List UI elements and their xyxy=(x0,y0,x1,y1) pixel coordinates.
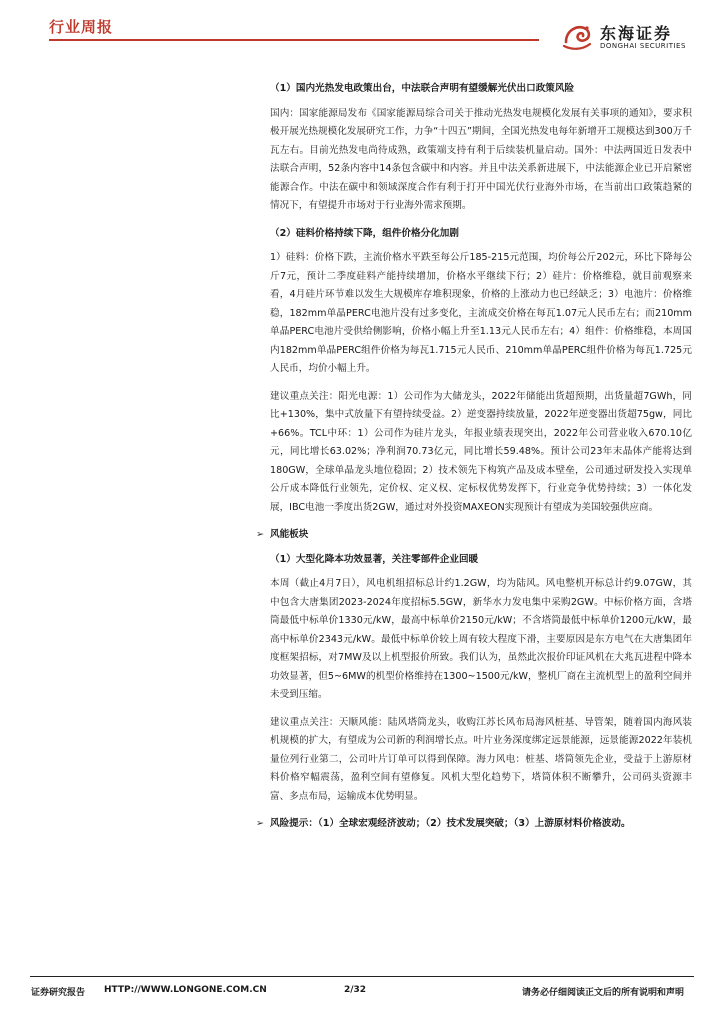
silicon-price-paragraph: 1）硅料：价格下跌，主流价格水平跌至每公斤185-215元范围，均价每公斤202元，环比下降每公斤7元，预计二季度硅料产能持续增加，价格水平继续下行；2）硅片：价格维稳，就目前观察来看，4月硅片环节难以发生大规模库存堆积现象，价格的上涨动力也已经缺乏；3）电池片：价格维稳，182mm单晶PERC电池片没有过多变化，主流成交价格在每瓦1.07元人民币左右；而210mm单晶PERC电池片受供给侧影响，价格小幅上升至1.13元人民币左右；4）组件：价格维稳，本周国内182mm单晶PERC组件价格为每瓦1.715元人民币、210mm单晶PERC组件价格为每瓦1.725元人民币，均价小幅上升。 xyxy=(270,252,692,374)
report-type-label: 行业周报 xyxy=(49,18,114,36)
report-body xyxy=(256,80,692,834)
header-divider xyxy=(49,39,539,41)
bullet-arrow-icon: ➢ xyxy=(256,529,265,540)
solar-policy-subheading: （1）国内光热发电政策出台，中法联合声明有望缓解光伏出口政策风险 xyxy=(270,83,575,94)
wind-cost-subheading: （1）大型化降本功效显著，关注零部件企业回暖 xyxy=(270,553,479,565)
logo-chinese-name: 东海证券 xyxy=(600,24,673,43)
silicon-price-subheading: （2）硅料价格持续下降，组件价格分化加剧 xyxy=(270,227,459,239)
dragon-logo-icon xyxy=(560,20,594,54)
wind-tender-paragraph: 本周（截止4月7日），风电机组招标总计约1.2GW，均为陆风。风电整机开标总计约9.07GW，其中包含大唐集团2023-2024年度招标5.5GW，新华水力发电集中采购2GW。中标价格方面，含塔筒最低中标单价1330元/kW，最高中标单价2150元/kW；不含塔筒最低中标单价1200元/kW，最高中标单价2343元/kW。最低中标单价较上周有较大程度下滑，主要原因是东方电气在大唐集团年度框架招标，对7MW及以上机型报价所致。我们认为，虽然此次报价印证风机在大兆瓦进程中降本功效显著，但5~6MW的机型价格维持在1300~1500元/kW，整机厂商在主流机型上的盈利空间并未受到压缩。 xyxy=(270,578,692,700)
bullet-arrow-icon: ➢ xyxy=(256,818,265,829)
footer-website-link[interactable]: HTTP://WWW.LONGONE.COM.CN xyxy=(104,985,267,995)
footer-divider xyxy=(30,976,694,977)
solar-policy-paragraph: 国内：国家能源局发布《国家能源局综合司关于推动光热发电规模化发展有关事项的通知》，要求积极开展光热规模化发展研究工作，力争“十四五”期间，全国光热发电每年新增开工规模达到300万千瓦左右。目前光热发电尚待成熟，政策端支持有利于后续装机量启动。国外：中法两国近日发表中法联合声明，52条内容中14条包含碳中和内容。并且中法关系新进展下，中法能源企业已开启紧密能源合作。中法在碳中和领域深度合作有利于打开中国光伏行业海外市场，在当前出口政策趋紧的情况下，有望提升市场对于行业海外需求预期。 xyxy=(270,107,692,211)
logo-english-name: DONGHAI SECURITIES xyxy=(600,42,686,50)
solar-recommendation-paragraph: 建议重点关注：阳光电源：1）公司作为大储龙头，2022年储能出货超预期，出货量超7GWh，同比+130%，集中式放量下有望持续受益。2）逆变器持续放量，2022年逆变器出货超75gw，同比+66%。TCL中环：1）公司作为硅片龙头，年报业绩表现突出，2022年公司营业收入670.10亿元，同比增长63.02%；净利润70.73亿元，同比增长59.48%。预计公司23年末晶体产能将达到180GW，全球单晶龙头地位稳固；2）技术领先下构筑产品及成本壁垒，公司通过研发投入实现单公斤成本降低行业领先，定价权、定义权、定标权优势发挥下，行业竞争优势持续；3）一体化发展，IBC电池一季度出货2GW，通过对外投资MAXEON实现预计有望成为美国较强供应商。 xyxy=(270,390,692,513)
wind-section-heading xyxy=(256,526,692,545)
wind-section-label: 风能板块 xyxy=(270,529,309,540)
risk-warning-text: 风险提示：（1）全球宏观经济波动；（2）技术发展突破；（3）上游原材料价格波动。 xyxy=(270,818,631,829)
company-logo xyxy=(560,20,700,54)
wind-recommendation-paragraph: 建议重点关注：天顺风能：陆风塔筒龙头，收购江苏长风布局海风桩基、导管架，随着国内海风装机规模的扩大，有望成为公司新的利润增长点。叶片业务深度绑定远景能源，远景能源2022年装机量位列行业第二，公司叶片订单可以得到保障。海力风电：桩基、塔筒领先企业，受益于上游原材料价格窄幅震荡，盈利空间有望修复。风机大型化趋势下，塔筒体积不断攀升，公司码头资源丰富、多点布局，运输成本优势明显。 xyxy=(270,716,692,802)
footer-disclaimer: 请务必仔细阅读正文后的所有说明和声明 xyxy=(522,988,685,998)
page-number: 2/32 xyxy=(344,985,367,995)
risk-warning xyxy=(256,815,692,834)
footer-report-type: 证券研究报告 xyxy=(31,988,86,998)
